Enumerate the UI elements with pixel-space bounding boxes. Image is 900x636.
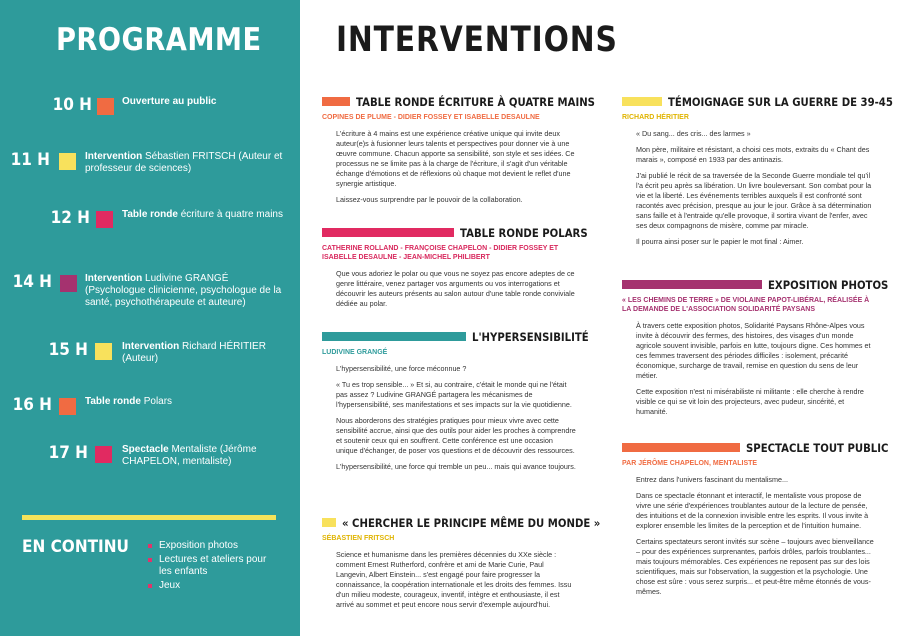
programme-time: 17 H: [48, 443, 88, 463]
intervention-section: [622, 95, 893, 253]
intervention-section: [622, 278, 889, 423]
programme-text: Spectacle Mentaliste (Jérôme CHAPELON, mentaliste): [122, 444, 257, 467]
programme-title: PROGRAMME: [56, 22, 262, 58]
color-marker: [95, 446, 112, 463]
programme-text: Ouverture au public: [122, 96, 217, 107]
section-title: EXPOSITION PHOTOS: [768, 278, 889, 292]
section-subtitle: RICHARD HÉRITIER: [622, 114, 689, 121]
intervention-section: [322, 226, 588, 315]
section-body: [322, 269, 576, 309]
section-body: [322, 364, 576, 472]
programme-time: 14 H: [12, 272, 53, 292]
section-subtitle: PAR JÉRÔME CHAPELON, MENTALISTE: [622, 460, 758, 467]
paragraph: Entrez dans l'univers fascinant du mentalisme...: [636, 475, 788, 484]
programme-text: Intervention Ludivine GRANGÉ (Psychologue clinicienne, psychologue de la santé, psychothérapeute et auteure): [85, 273, 282, 308]
divider-bar: [22, 515, 276, 520]
section-body: [622, 129, 876, 247]
section-header: [322, 226, 588, 240]
color-bar: [322, 332, 466, 341]
paragraph: Cette exposition n'est ni misérabiliste ni militante : elle cherche à rendre visible ce qui se vit loin des projecteurs, avec pudeur, sincérité, et humanité.: [636, 387, 864, 416]
paragraph: Certains spectateurs seront invités sur scène – toujours avec bienveillance – pour des expériences surprenantes, parfois drôles, parfois troublantes... mais toujours mémorables. Ces expériences ne reposent pas sur des lois scientifiques, mais sur l'observation, la suggestion et la psychologie. Une chose est sûre : vous serez surpris... et peut-être même étonnés de vous-mêmes.: [636, 537, 874, 596]
section-title: « CHERCHER LE PRINCIPE MÊME DU MONDE »: [342, 516, 601, 530]
programme-time: 12 H: [50, 208, 90, 228]
section-body: [322, 129, 576, 205]
paragraph: L'hypersensibilité, une force qui tremble un peu... mais qui avance toujours.: [336, 462, 576, 471]
color-bar: [322, 97, 350, 106]
intervention-section: [622, 441, 889, 603]
list-item: Exposition photos: [148, 540, 269, 552]
list-item: Lectures et ateliers pour les enfants: [148, 554, 269, 578]
section-title: SPECTACLE TOUT PUBLIC: [746, 441, 889, 455]
color-bar: [622, 97, 662, 106]
section-header: [622, 278, 889, 292]
paragraph: L'écriture à 4 mains est une expérience créative unique qui invite deux auteur(e)s à fusionner leurs talents et perspectives pour donner vie à une œuvre commune. Chacun apporte sa sensibilité, son style et ses idées. Ce processus ne se limite pas à la charge de l'écriture, il s'agit d'un véritable échange d'émotions et de réflexions où chaque mot devient le reflet d'une synergie artistique.: [336, 129, 575, 188]
intervention-section: [322, 516, 601, 616]
programme-time: 10 H: [52, 95, 92, 115]
color-bar: [622, 280, 762, 289]
section-header: [622, 95, 893, 109]
color-marker: [60, 275, 77, 292]
color-marker: [96, 211, 113, 228]
section-body: [622, 475, 876, 597]
programme-text: Table ronde Polars: [85, 396, 173, 407]
paragraph: Science et humanisme dans les premières décennies du XXe siècle : comment Ernest Rutherford, confrère et ami de Marie Curie, Paul Langevin, Albert Einstein... s'est engagé pour faire progresser la connaissance, la coopération internationale et les droits des femmes. Issu d'un milieu modeste, courageux, inventif, intègre et enthousiaste, il est arrivé au sommet et peut encore nous servir d'exemple aujourd'hui.: [336, 550, 572, 609]
section-title: TÉMOIGNAGE SUR LA GUERRE DE 39-45: [668, 95, 893, 109]
section-body: [322, 550, 576, 610]
paragraph: « Tu es trop sensible... » Et si, au contraire, c'était le monde qui ne l'était pas assez ? Ludivine GRANGÉ partagera les mécanismes de l'hypersensibilité, ses manifestations et ses impacts sur la vie quotidienne.: [336, 380, 572, 409]
color-marker: [95, 343, 112, 360]
paragraph: J'ai publié le récit de sa traversée de la Seconde Guerre mondiale tel qu'il l'a écrit peu après sa libération. Un livre bouleversant. Son combat pour la vie et la liberté. Les événements terribles auxquels il est confronté sont racontés avec précision, presque au jour le jour. Grâce à sa détermination sans faille et à l'entraide qu'elle provoque, il sortira vivant de l'enfer, avec ses deux compagnons de misère, comme par miracle.: [636, 171, 872, 230]
paragraph: L'hypersensibilité, une force méconnue ?: [336, 364, 467, 373]
programme-text: Table ronde écriture à quatre mains: [122, 209, 283, 220]
section-subtitle: COPINES DE PLUME - DIDIER FOSSEY ET ISABELLE DESAULNE: [322, 114, 540, 121]
paragraph: À travers cette exposition photos, Solidarité Paysans Rhône-Alpes vous invite à découvrir des fermes, des histoires, des visages d'un monde agricole souvent invisible, parfois en lutte, toujours digne. Ces hommes et ces femmes traversent des périodes difficiles : isolement, précarité économique, surcharge de travail, remise en question du sens de leur métier.: [636, 321, 871, 380]
en-continu-list: [148, 540, 269, 594]
color-marker: [59, 153, 76, 170]
paragraph: Il pourra ainsi poser sur le papier le mot final : Aimer.: [636, 237, 804, 246]
section-title: TABLE RONDE ÉCRITURE À QUATRE MAINS: [356, 95, 595, 109]
paragraph: « Du sang... des cris... des larmes »: [636, 129, 751, 138]
programme-panel: [0, 0, 300, 636]
color-bar: [622, 443, 740, 452]
color-bar: [322, 518, 336, 527]
interventions-title: INTERVENTIONS: [336, 20, 618, 60]
programme-text: Intervention Sébastien FRITSCH (Auteur et professeur de sciences): [85, 151, 283, 174]
section-subtitle: « LES CHEMINS DE TERRE » DE VIOLAINE PAPOT-LIBÉRAL, RÉALISÉE À LA DEMANDE DE L'ASSOCIATION SOLIDARITÉ PAYSANS: [622, 297, 870, 313]
section-header: [622, 441, 889, 455]
color-marker: [59, 398, 76, 415]
section-subtitle: LUDIVINE GRANGÉ: [322, 349, 388, 356]
color-bar: [322, 228, 454, 237]
programme-text: Intervention Richard HÉRITIER (Auteur): [122, 341, 266, 364]
section-header: [322, 95, 595, 109]
section-header: [322, 516, 601, 530]
section-subtitle: SÉBASTIEN FRITSCH: [322, 535, 395, 542]
programme-time: 15 H: [48, 340, 88, 360]
color-marker: [97, 98, 114, 115]
paragraph: Mon père, militaire et résistant, a choisi ces mots, extraits du « Chant des marais », composé en 1933 par des antinazis.: [636, 145, 870, 164]
en-continu-title: EN CONTINU: [22, 537, 129, 557]
intervention-section: [322, 95, 595, 211]
paragraph: Que vous adoriez le polar ou que vous ne soyez pas encore adeptes de ce genre littéraire, venez partager vos arguments ou vos interrogations et découvrir les auteurs présents au salon autour d'une table ronde conviviale dédiée au polar.: [336, 269, 575, 308]
paragraph: Laissez-vous surprendre par le pouvoir de la collaboration.: [336, 195, 523, 204]
intervention-section: [322, 330, 589, 478]
section-title: TABLE RONDE POLARS: [460, 226, 588, 240]
paragraph: Nous aborderons des stratégies pratiques pour mieux vivre avec cette sensibilité accrue, ainsi que des outils pour aider les proches à comprendre et soutenir ceux qui en souffrent. Cette conférence est une occasion unique d'échanger, de poser vos questions et de découvrir des ressources.: [336, 416, 576, 455]
section-subtitle: CATHERINE ROLLAND - FRANÇOISE CHAPELON - DIDIER FOSSEY ET ISABELLE DESAULNE - JEAN-MICHEL PHILIBERT: [322, 245, 559, 261]
programme-time: 16 H: [12, 395, 53, 415]
paragraph: Dans ce spectacle étonnant et interactif, le mentaliste vous propose de vivre une série d'expériences troublantes autour de la lecture de pensée, des intuitions et de la connexion invisible entre les esprits. Il vous invite à explorer ensemble les limites de la perception et de l'intuition humaine.: [636, 491, 869, 530]
section-body: [622, 321, 876, 417]
section-header: [322, 330, 589, 344]
list-item: Jeux: [148, 580, 269, 592]
section-title: L'HYPERSENSIBILITÉ: [472, 330, 589, 344]
programme-time: 11 H: [10, 150, 51, 170]
